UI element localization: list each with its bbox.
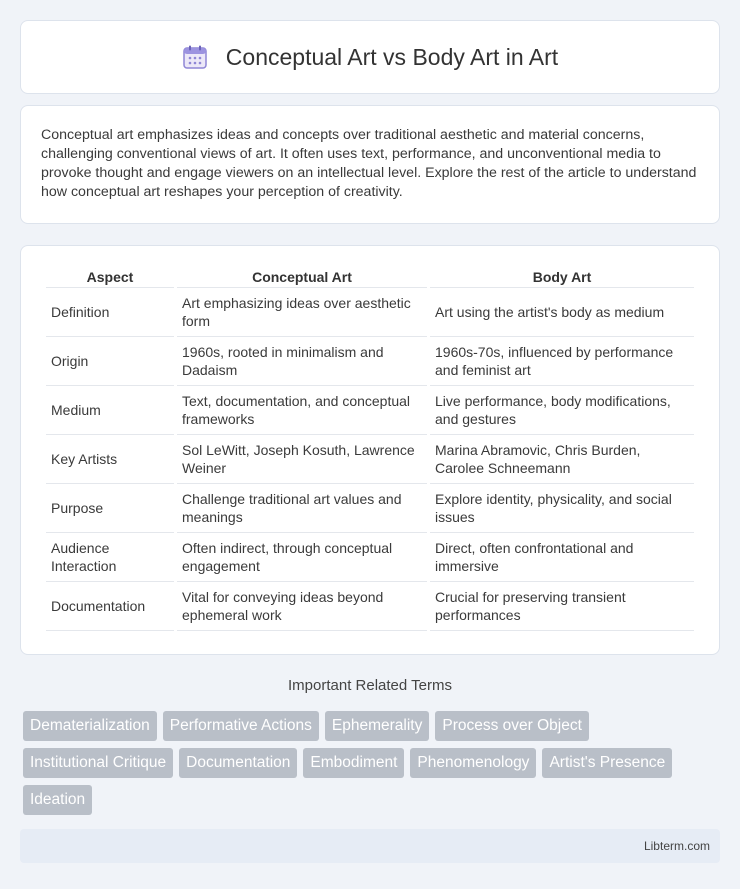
related-terms-title: Important Related Terms: [288, 677, 452, 694]
aspect-cell: Audience Interaction: [46, 533, 174, 582]
header-conceptual-art: Conceptual Art: [177, 266, 427, 288]
conceptual-art-cell: Often indirect, through conceptual engagement: [177, 533, 427, 582]
aspect-cell: Documentation: [46, 582, 174, 631]
related-term-tag[interactable]: Ideation: [23, 785, 92, 815]
conceptual-art-cell: Text, documentation, and conceptual frameworks: [177, 386, 427, 435]
body-art-cell: Crucial for preserving transient performances: [430, 582, 694, 631]
header-body-art: Body Art: [430, 266, 694, 288]
table-row: [46, 582, 694, 631]
table-header-row: [46, 266, 694, 288]
conceptual-art-cell: Art emphasizing ideas over aesthetic form: [177, 288, 427, 337]
table-row: [46, 484, 694, 533]
body-art-cell: 1960s-70s, influenced by performance and feminist art: [430, 337, 694, 386]
table-row: [46, 533, 694, 582]
related-terms-list: [23, 711, 713, 815]
body-art-cell: Direct, often confrontational and immersive: [430, 533, 694, 582]
body-art-cell: Explore identity, physicality, and social issues: [430, 484, 694, 533]
aspect-cell: Purpose: [46, 484, 174, 533]
related-term-tag[interactable]: Documentation: [179, 748, 297, 778]
related-term-tag[interactable]: Ephemerality: [325, 711, 429, 741]
body-art-cell: Marina Abramovic, Chris Burden, Carolee Schneemann: [430, 435, 694, 484]
footer: [20, 829, 720, 863]
table-row: [46, 386, 694, 435]
conceptual-art-cell: Challenge traditional art values and meanings: [177, 484, 427, 533]
related-term-tag[interactable]: Performative Actions: [163, 711, 319, 741]
page-title: Conceptual Art vs Body Art in Art: [225, 43, 559, 70]
comparison-table-card: [20, 245, 720, 655]
calendar-icon: [182, 44, 208, 70]
table-row: [46, 288, 694, 337]
intro-text: Conceptual art emphasizes ideas and concepts over traditional aesthetic and material concerns, challenging conventional views of art. It often uses text, performance, and unconventional media to provoke thought and engage viewers on an intellectual level. Explore the rest of the article to understand how conceptual art reshapes your perception of creativity.: [41, 127, 697, 200]
body-art-cell: Live performance, body modifications, and gestures: [430, 386, 694, 435]
header-aspect: Aspect: [46, 266, 174, 288]
conceptual-art-cell: 1960s, rooted in minimalism and Dadaism: [177, 337, 427, 386]
conceptual-art-cell: Vital for conveying ideas beyond ephemeral work: [177, 582, 427, 631]
table-row: [46, 435, 694, 484]
comparison-table: [43, 266, 697, 631]
footer-site-link[interactable]: Libterm.com: [643, 839, 710, 853]
aspect-cell: Medium: [46, 386, 174, 435]
intro-card: [20, 105, 720, 224]
aspect-cell: Origin: [46, 337, 174, 386]
related-term-tag[interactable]: Artist's Presence: [542, 748, 672, 778]
conceptual-art-cell: Sol LeWitt, Joseph Kosuth, Lawrence Weiner: [177, 435, 427, 484]
related-term-tag[interactable]: Phenomenology: [410, 748, 536, 778]
related-term-tag[interactable]: Institutional Critique: [23, 748, 173, 778]
body-art-cell: Art using the artist's body as medium: [430, 288, 694, 337]
aspect-cell: Key Artists: [46, 435, 174, 484]
aspect-cell: Definition: [46, 288, 174, 337]
related-term-tag[interactable]: Process over Object: [435, 711, 589, 741]
header-card: [20, 20, 720, 94]
related-term-tag[interactable]: Embodiment: [303, 748, 404, 778]
table-row: [46, 337, 694, 386]
related-term-tag[interactable]: Dematerialization: [23, 711, 157, 741]
